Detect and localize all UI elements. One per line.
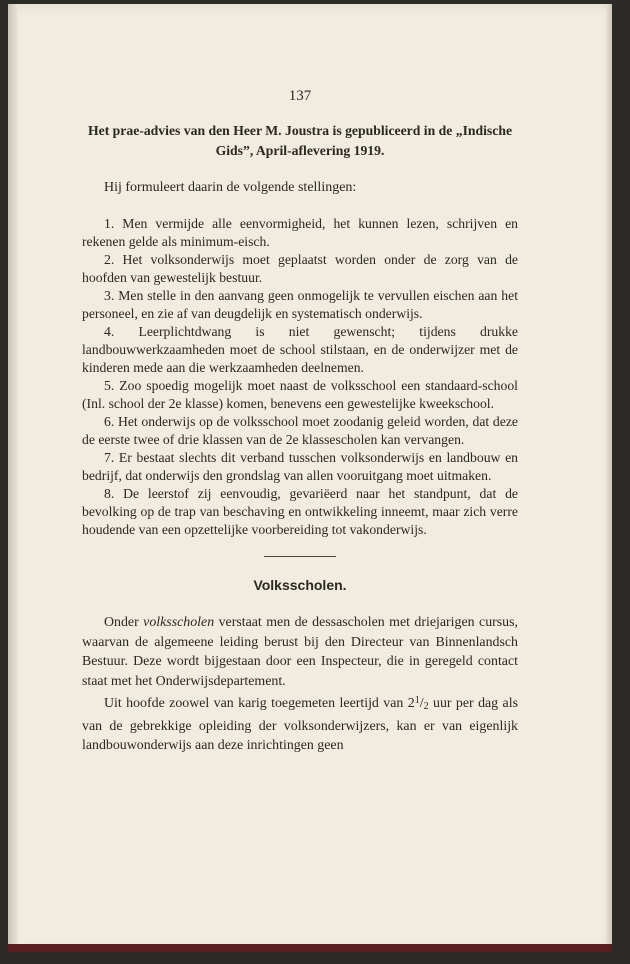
thesis-item: 8. De leerstof zij eenvoudig, gevariëerd naar het standpunt, dat de bevolking op de trap van beschaving en ontwikkeling inneemt, maar zich verre houdende van een opzettelijke voorbereiding tot vakonderwijs.: [82, 486, 518, 537]
theses-list: [82, 215, 518, 539]
thesis-item: 2. Het volksonderwijs moet geplaatst worden onder de zorg van de hoofden van gewestelijk bestuur.: [82, 252, 518, 285]
fraction-numerator: 1: [414, 695, 420, 706]
fraction-denominator: 2: [423, 701, 429, 712]
book-cover-edge: [8, 944, 612, 952]
page-binding: [8, 4, 18, 952]
page-edge: [606, 4, 612, 952]
italic-term: volksscholen: [143, 615, 215, 630]
book-page: [8, 4, 612, 952]
page-number: 137: [288, 88, 312, 104]
thesis-item: 1. Men vermijde alle eenvormigheid, het kunnen lezen, schrijven en rekenen gelde als minimum-eisch.: [82, 216, 518, 249]
section-title: Volksscholen.: [253, 577, 347, 593]
page-heading: Het prae-advies van den Heer M. Joustra is gepubliceerd in de „Indische Gids”, April-aflevering 1919.: [87, 123, 513, 158]
paragraph-text: Uit hoofde zoowel van karig toegemeten leertijd van 2: [104, 696, 415, 711]
paragraph-text: uur per dag als van de gebrekkige opleiding der volksonderwijzers, kan er van eigenlijk landbouwonderwijs aan deze inrichtingen geen: [82, 696, 518, 753]
thesis-item: 7. Er bestaat slechts dit verband tusschen volksonderwijs en landbouw en bedrijf, dat onderwijs den grondslag van allen vooruitgang moet uitmaken.: [82, 450, 518, 483]
body-paragraph: [82, 613, 518, 691]
thesis-item: 4. Leerplichtdwang is niet gewenscht; tijdens drukke landbouwwerkzaamheden moet de school stilstaan, en de onderwijzer met de kinderen mede aan die werkzaamheden deelnemen.: [82, 324, 518, 375]
page-content: [82, 88, 518, 756]
thesis-item: 3. Men stelle in den aanvang geen onmogelijk te vervullen eischen aan het personeel, en zie af van deugdelijk en systematisch onderwijs.: [82, 288, 518, 321]
paragraph-text: verstaat men de dessascholen met driejarigen cursus, waarvan de algemeene leiding berust bij den Directeur van Binnenlandsch Bestuur. Deze wordt bijgestaan door een Inspecteur, die in geregeld contact staat met het Onderwijsdepartement.: [82, 615, 518, 689]
thesis-item: 6. Het onderwijs op de volksschool moet zoodanig geleid worden, dat deze de eerste twee of drie klassen van de 2e klassescholen kan vervangen.: [82, 414, 518, 447]
intro-line: Hij formuleert daarin de volgende stellingen:: [104, 180, 357, 195]
thesis-item: 5. Zoo spoedig mogelijk moet naast de volksschool een standaard-school (Inl. school der 2e klasse) komen, benevens een gewestelijke kweekschool.: [82, 378, 518, 411]
body-paragraph: Uit hoofde zoowel van karig toegemeten leertijd van $2^1/2$ uur per dag als van de gebrekkige opleiding der volksonderwijzers, kan er van eigenlijk landbouwonderwijs aan deze inrichtingen geen: [82, 695, 518, 753]
section-divider: [264, 556, 336, 557]
paragraph-lead: Onder: [104, 615, 144, 630]
